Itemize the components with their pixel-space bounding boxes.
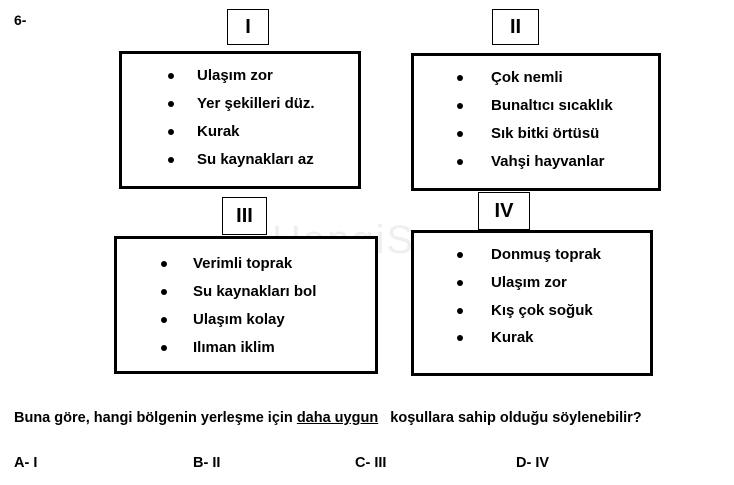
list-item: Su kaynakları az — [170, 151, 314, 168]
list-item: Çok nemli — [459, 69, 563, 86]
bullet-icon — [457, 280, 463, 286]
region-label-iv: IV — [478, 192, 530, 230]
list-item: Verimli toprak — [163, 255, 292, 272]
region-label-iii: III — [222, 197, 267, 235]
bullet-icon — [168, 157, 174, 163]
option-a[interactable]: A- I — [14, 455, 38, 471]
question-number: 6- — [14, 12, 27, 28]
list-item: Ulaşım kolay — [163, 311, 285, 328]
bullet-icon — [168, 73, 174, 79]
bullet-icon — [457, 131, 463, 137]
question-text: Buna göre, hangi bölgenin yerleşme için daha uygun koşullara sahip olduğu söylenebilir? — [14, 410, 642, 426]
bullet-icon — [161, 289, 167, 295]
bullet-icon — [457, 252, 463, 258]
region-label-i: I — [227, 9, 269, 45]
region-box-i — [119, 51, 361, 189]
region-box-iii — [114, 236, 378, 374]
bullet-icon — [168, 101, 174, 107]
option-d[interactable]: D- IV — [516, 455, 550, 471]
list-item: Kurak — [459, 329, 534, 346]
region-box-ii — [411, 53, 661, 191]
bullet-icon — [457, 103, 463, 109]
list-item: Yer şekilleri düz. — [170, 95, 315, 112]
list-item: Su kaynakları bol — [163, 283, 316, 300]
list-item: Kış çok soğuk — [459, 302, 593, 319]
list-item: Ulaşım zor — [459, 274, 567, 291]
bullet-icon — [161, 317, 167, 323]
list-item: Vahşi hayvanlar — [459, 153, 604, 170]
bullet-icon — [457, 308, 463, 314]
option-c[interactable]: C- III — [355, 455, 387, 471]
bullet-icon — [457, 75, 463, 81]
bullet-icon — [457, 335, 463, 341]
bullet-icon — [161, 345, 167, 351]
region-label-ii: II — [492, 9, 539, 45]
underlined-phrase: daha uygun — [296, 410, 379, 426]
bullet-icon — [457, 159, 463, 165]
list-item: Ulaşım zor — [170, 67, 273, 84]
bullet-icon — [161, 261, 167, 267]
region-box-iv — [411, 230, 653, 376]
list-item: Sık bitki örtüsü — [459, 125, 599, 142]
list-item: Kurak — [170, 123, 240, 140]
option-b[interactable]: B- II — [193, 455, 221, 471]
list-item: Bunaltıcı sıcaklık — [459, 97, 613, 114]
bullet-icon — [168, 129, 174, 135]
list-item: Ilıman iklim — [163, 339, 275, 356]
list-item: Donmuş toprak — [459, 246, 601, 263]
